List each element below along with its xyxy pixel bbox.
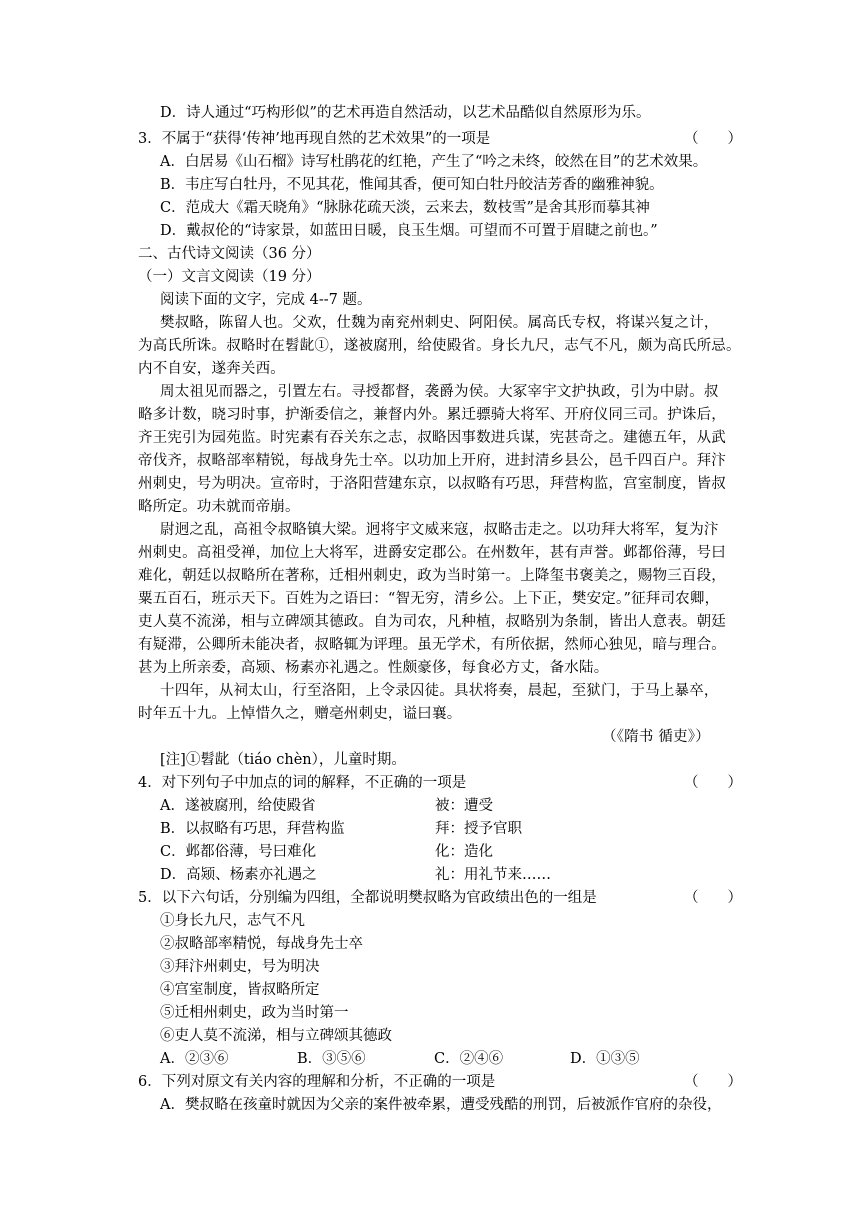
passage-line: 州刺史，号为明决。宣帝时，于洛阳营建东京，以叔略有巧思，拜营构监，宫室制度，皆叔 [138, 476, 726, 492]
q3-option-b: B．韦庄写白牡丹，不见其花，惟闻其香，便可知白牡丹皎洁芳香的幽雅神貌。 [160, 177, 664, 193]
passage-line: 内不自安，遂奔关西。 [138, 361, 285, 377]
q4-option-d: D．高颎、杨素亦礼遇之 [160, 867, 317, 883]
q5-item-4: ④宫室制度，皆叔略所定 [160, 982, 320, 998]
question-4-stem: 4．对下列句子中加点的词的解释，不正确的一项是 [138, 775, 467, 791]
q4-option-c: C．邺都俗薄，号曰难化 [160, 844, 317, 860]
question-6-stem: 6．下列对原文有关内容的理解和分析，不正确的一项是 [138, 1074, 496, 1090]
question-5-stem: 5．以下六句话，分别编为四组，全都说明樊叔略为官政绩出色的一组是 [138, 890, 597, 906]
answer-blank-5: （ ） [684, 890, 742, 906]
q4-definition-c: 化：造化 [435, 844, 493, 860]
q6-option-a: A．樊叔略在孩童时就因为父亲的案件被牵累，遭受残酷的刑罚，后被派作官府的杂役， [160, 1097, 722, 1113]
source-citation: （《隋书 循吏》） [602, 729, 710, 745]
section-heading: 二、古代诗文阅读（36 分） [138, 246, 321, 262]
passage-line: 时年五十九。上悼惜久之，赠亳州刺史，谥曰襄。 [138, 706, 462, 722]
q5-item-5: ⑤迁相州刺史，政为当时第一 [160, 1005, 349, 1021]
passage-line: 州刺史。高祖受禅，加位上大将军，进爵安定郡公。在州数年，甚有声誉。邺都俗薄，号曰 [138, 545, 726, 561]
q3-option-d: D．戴叔伦的“诗家景，如蓝田日暖，良玉生烟。可望而不可置于眉睫之前也。” [160, 223, 658, 239]
passage-line: 吏人莫不流涕，相与立碑颂其德政。自为司农，凡种植，叔略别为条制，皆出人意表。朝廷 [138, 614, 726, 630]
passage-line: 齐王宪引为园苑监。时宪素有吞关东之志，叔略因事数进兵谋，宪甚奇之。建德五年，从武 [138, 430, 726, 446]
passage-line: 尉迥之乱，高祖令叔略镇大梁。迥将宇文威来寇，叔略击走之。以功拜大将军，复为汴 [160, 522, 719, 538]
passage-line: 略多计数，晓习时事，护渐委信之，兼督内外。累迁骠骑大将军、开府仪同三司。护诛后， [138, 407, 726, 423]
passage-line: 略所定。功未就而帝崩。 [138, 499, 300, 515]
q5-option-c: C．②④⑥ [434, 1051, 504, 1067]
q4-definition-a: 被：遭受 [435, 798, 493, 814]
q4-option-a: A．遂被腐刑，给使殿省 [160, 798, 316, 814]
subsection-heading: （一）文言文阅读（19 分） [138, 269, 321, 285]
passage-line: 有疑滞，公卿所未能决者，叔略辄为评理。虽无学术，有所依据，然师心独见，暗与理合。 [138, 637, 726, 653]
q5-item-6: ⑥吏人莫不流涕，相与立碑颂其德政 [160, 1028, 392, 1044]
passage-line: 樊叔略，陈留人也。父欢，仕魏为南兖州刺史、阿阳侯。属高氏专权，将谋兴复之计， [160, 315, 719, 331]
passage-line: 甚为上所亲委，高颎、杨素亦礼遇之。性颇豪侈，每食必方丈，备水陆。 [138, 660, 609, 676]
q2-option-d: D．诗人通过“巧构形似”的艺术再造自然活动，以艺术品酷似自然原形为乐。 [160, 105, 651, 121]
question-3-stem: 3．不属于“获得‘传神’地再现自然的艺术效果”的一项是 [138, 131, 491, 147]
q5-option-d: D．①③⑤ [570, 1051, 640, 1067]
q5-item-2: ②叔略部率精悦，每战身先士卒 [160, 936, 363, 952]
passage-line: 帝伐齐，叔略部率精锐，每战身先士卒。以功加上开府，进封清乡县公，邑千四百户。拜汴 [138, 453, 726, 469]
passage-line: 十四年，从祠太山，行至洛阳，上令录囚徒。具状将奏，晨起，至狱门，于马上暴卒， [160, 683, 719, 699]
passage-line: 难化，朝廷以叔略所在著称，迁相州刺史，政为当时第一。上降玺书褒美之，赐物三百段， [138, 568, 726, 584]
q5-option-b: B．③⑤⑥ [297, 1051, 366, 1067]
passage-line: 为高氏所诛。叔略时在髫龀①，遂被腐刑，给使殿省。身长九尺，志气不凡，颇为高氏所忌。 [138, 338, 741, 354]
passage-line: 周太祖见而器之，引置左右。寻授都督，袭爵为侯。大冢宰宇文护执政，引为中尉。叔 [160, 384, 719, 400]
q5-item-1: ①身长九尺，志气不凡 [160, 913, 305, 929]
q4-option-b: B．以叔略有巧思，拜营构监 [160, 821, 345, 837]
q5-option-a: A．②③⑥ [160, 1051, 229, 1067]
q4-definition-d: 礼：用礼节来…… [435, 867, 551, 883]
answer-blank-3: （ ） [684, 131, 742, 147]
q3-option-c: C．范成大《霜天晓角》“脉脉花疏天淡，云来去，数枝雪”是舍其形而摹其神 [160, 200, 650, 216]
passage-line: 粟五百石，班示天下。百姓为之语曰：“智无穷，清乡公。上下正，樊安定。”征拜司农卿， [138, 591, 720, 607]
answer-blank-4: （ ） [684, 775, 742, 791]
answer-blank-6: （ ） [684, 1074, 742, 1090]
annotation-note: [注]①髫龀（tiáo chèn），儿童时期。 [160, 752, 406, 768]
q5-item-3: ③拜汴州刺史，号为明决 [160, 959, 320, 975]
q4-definition-b: 拜：授予官职 [435, 821, 522, 837]
q3-option-a: A．白居易《山石榴》诗写杜鹃花的红艳，产生了“吟之未终，皎然在目”的艺术效果。 [160, 154, 708, 170]
reading-instruction: 阅读下面的文字，完成 4--7 题。 [160, 292, 372, 308]
